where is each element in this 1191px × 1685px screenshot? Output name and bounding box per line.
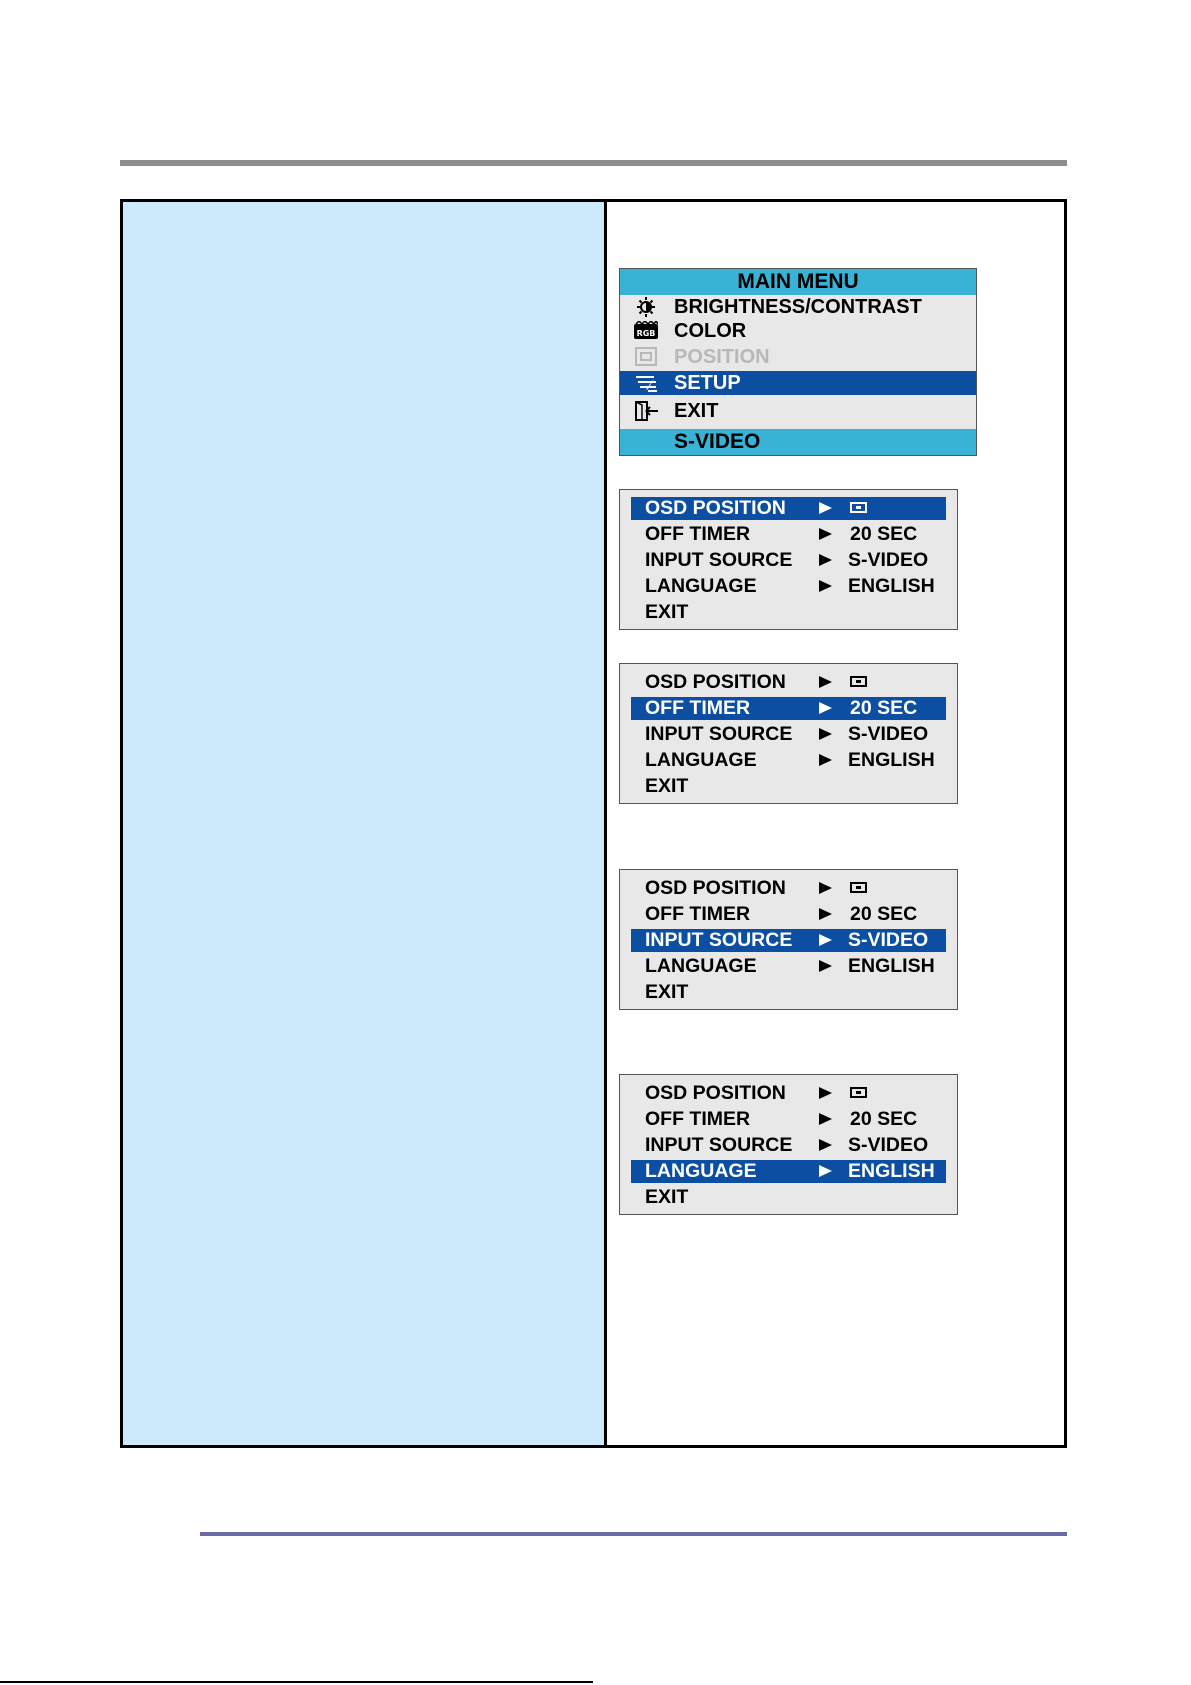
setup-row-exit[interactable] [631,601,946,624]
setup-icon [634,373,658,393]
setup-row-language[interactable] [631,1160,946,1183]
setup-row-language[interactable] [631,749,946,772]
right-arrow-icon [819,528,832,540]
setup-row-label: INPUT SOURCE [645,723,793,745]
setup-row-value: 20 SEC [850,903,918,925]
setup-row-label: EXIT [645,601,689,623]
setup-row-label: INPUT SOURCE [645,929,793,951]
setup-row-label: LANGUAGE [645,955,757,977]
setup-row-value: S-VIDEO [848,1134,929,1156]
setup-row-label: LANGUAGE [645,749,757,771]
setup-row-input-source[interactable] [631,929,946,952]
right-arrow-icon [819,676,832,688]
setup-row-label: EXIT [645,1186,689,1208]
osd-position-icon [850,502,867,513]
menu-item-exit[interactable] [620,399,976,423]
setup-menu-panel-language [619,1074,958,1215]
main-menu-title: MAIN MENU [620,269,976,295]
setup-row-label: OSD POSITION [645,1082,786,1104]
setup-row-label: OFF TIMER [645,697,751,719]
osd-position-icon [850,1087,867,1098]
setup-menu-panel-input-source [619,869,958,1010]
setup-row-label: OSD POSITION [645,877,786,899]
svg-text:RGB: RGB [636,329,656,338]
setup-row-exit[interactable] [631,981,946,1004]
brightness-icon [634,297,658,317]
menu-item-setup[interactable] [620,371,976,395]
setup-row-exit[interactable] [631,1186,946,1209]
setup-row-value: 20 SEC [850,1108,918,1130]
osd-position-icon [850,676,867,687]
setup-row-osd-position[interactable] [631,1082,946,1105]
setup-row-label: EXIT [645,775,689,797]
menu-item-label: BRIGHTNESS/CONTRAST [674,296,922,318]
right-arrow-icon [819,1113,832,1125]
setup-row-label: INPUT SOURCE [645,549,793,571]
setup-row-label: INPUT SOURCE [645,1134,793,1156]
setup-row-off-timer[interactable] [631,1108,946,1131]
setup-row-language[interactable] [631,955,946,978]
setup-menu-panel-osd-position [619,489,958,630]
right-arrow-icon [819,882,832,894]
header-rule [120,160,1067,166]
input-source-label: S-VIDEO [674,430,761,453]
right-arrow-icon [819,1087,832,1099]
setup-row-exit[interactable] [631,775,946,798]
footer-line [0,1681,593,1683]
setup-row-osd-position[interactable] [631,497,946,520]
footer-rule [200,1532,1067,1536]
setup-row-value: ENGLISH [848,955,935,977]
setup-row-label: EXIT [645,981,689,1003]
menu-item-color[interactable] [620,319,976,343]
setup-row-value: S-VIDEO [848,723,929,745]
setup-row-label: OFF TIMER [645,903,751,925]
right-arrow-icon [819,702,832,714]
setup-row-osd-position[interactable] [631,671,946,694]
position-icon [634,347,658,367]
setup-row-input-source[interactable] [631,549,946,572]
right-arrow-icon [819,580,832,592]
menu-item-brightness-contrast[interactable] [620,295,976,319]
setup-row-value: S-VIDEO [848,549,929,571]
exit-door-icon [634,401,658,421]
setup-row-label: OFF TIMER [645,1108,751,1130]
right-arrow-icon [819,1139,832,1151]
right-arrow-icon [819,1165,832,1177]
right-arrow-icon [819,754,832,766]
setup-row-off-timer[interactable] [631,697,946,720]
osd-position-icon [850,882,867,893]
setup-row-value: 20 SEC [850,523,918,545]
right-arrow-icon [819,728,832,740]
menu-item-label: SETUP [674,372,741,394]
right-arrow-icon [819,934,832,946]
setup-row-value: S-VIDEO [848,929,929,951]
right-arrow-icon [819,960,832,972]
menu-item-label: POSITION [674,346,770,368]
setup-row-osd-position[interactable] [631,877,946,900]
setup-row-off-timer[interactable] [631,903,946,926]
setup-menu-panel-off-timer [619,663,958,804]
setup-row-value: ENGLISH [848,575,935,597]
right-arrow-icon [819,502,832,514]
setup-row-label: LANGUAGE [645,575,757,597]
setup-row-value: ENGLISH [848,749,935,771]
setup-row-value: 20 SEC [850,697,918,719]
menu-item-label: COLOR [674,320,747,342]
main-menu-panel [619,268,977,456]
setup-row-off-timer[interactable] [631,523,946,546]
menu-item-label: EXIT [674,400,719,422]
setup-row-language[interactable] [631,575,946,598]
right-arrow-icon [819,908,832,920]
setup-row-label: LANGUAGE [645,1160,757,1182]
description-column [123,202,607,1445]
input-source-bar [620,429,976,455]
rgb-color-icon [634,321,658,341]
setup-row-input-source[interactable] [631,1134,946,1157]
setup-row-label: OFF TIMER [645,523,751,545]
setup-row-value: ENGLISH [848,1160,935,1182]
setup-row-label: OSD POSITION [645,671,786,693]
setup-row-input-source[interactable] [631,723,946,746]
right-arrow-icon [819,554,832,566]
setup-row-label: OSD POSITION [645,497,786,519]
menu-item-position[interactable] [620,345,976,369]
